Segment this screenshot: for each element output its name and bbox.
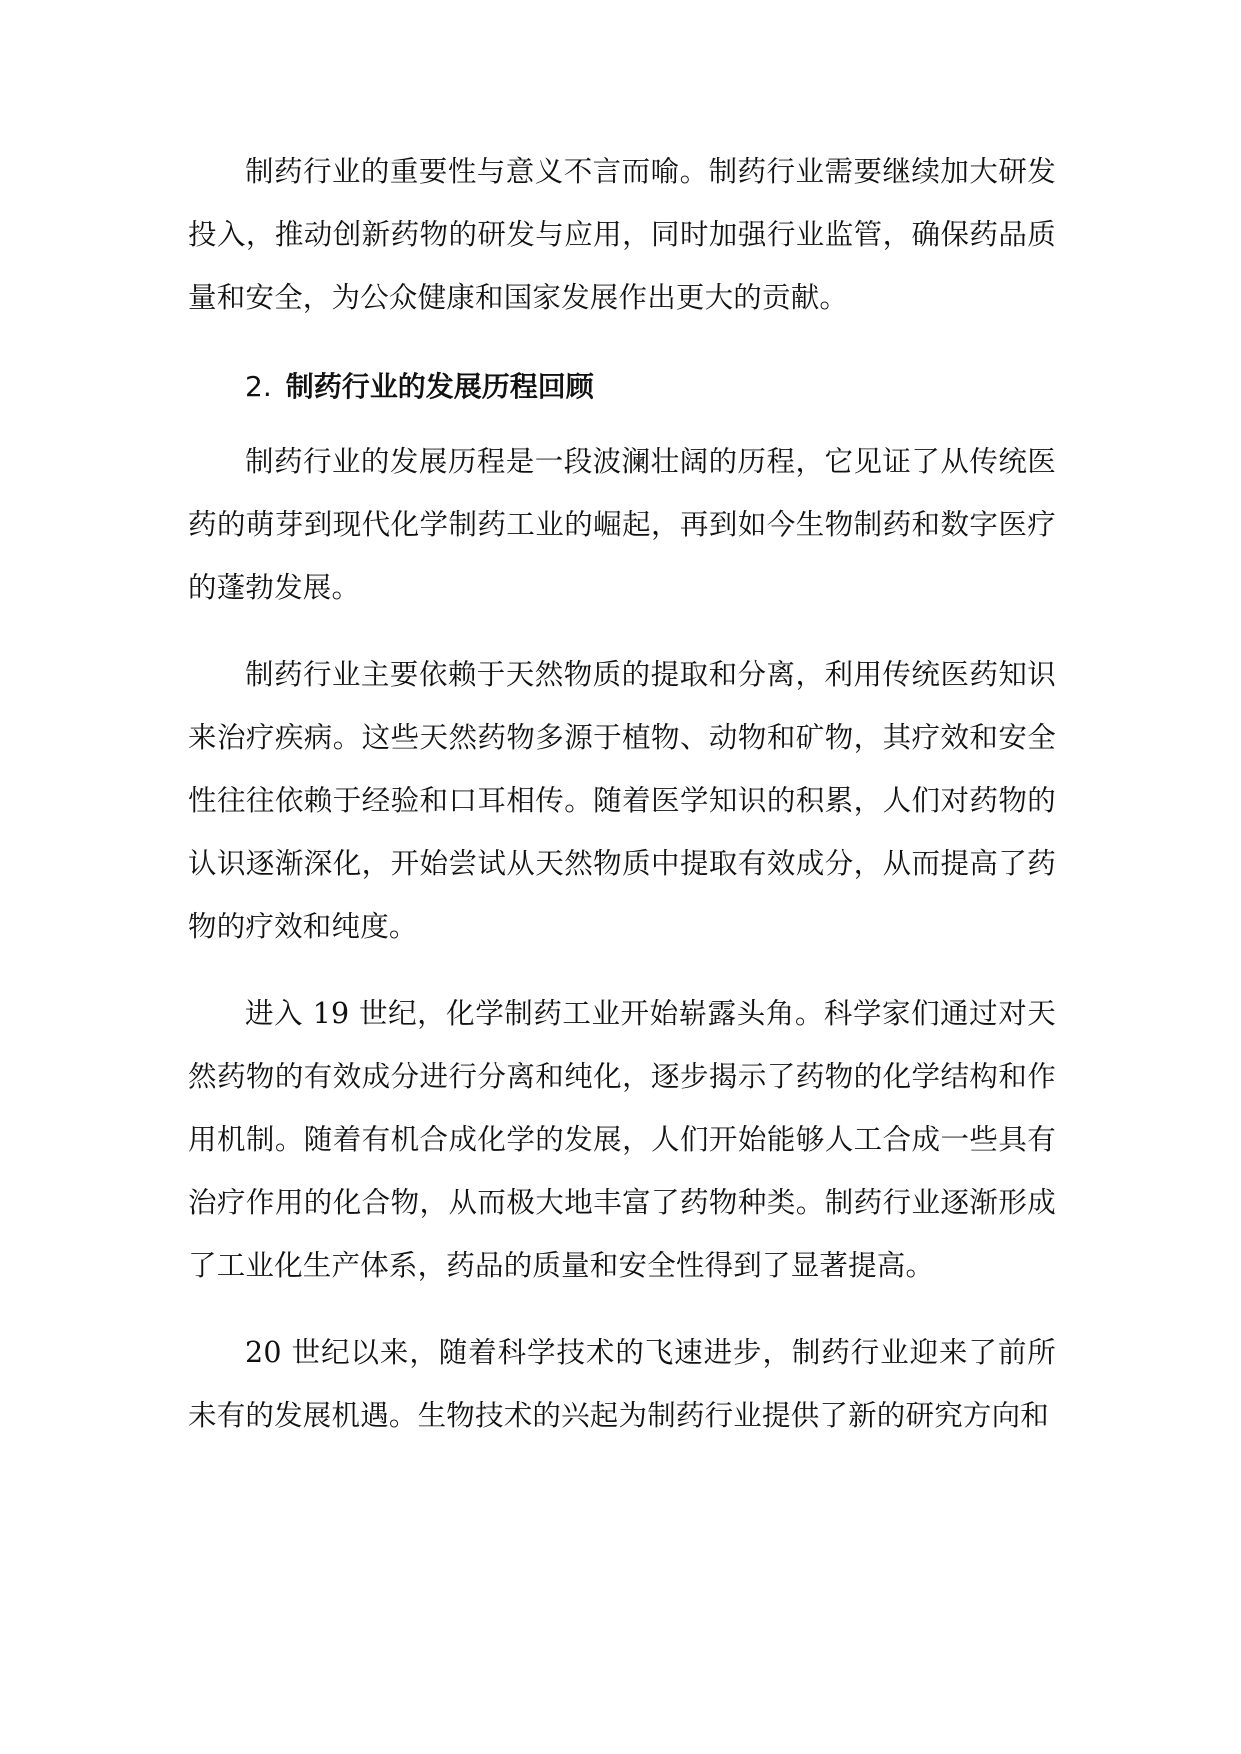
document-body <box>188 140 1056 1471</box>
section-title: 制药行业的发展历程回顾 <box>285 370 594 403</box>
paragraph-19th-century: 进入 19 世纪，化学制药工业开始崭露头角。科学家们通过对天然药物的有效成分进行分离和纯化，逐步揭示了药物的化学结构和作用机制。随着有机合成化学的发展，人们开始能够人工合成一些具有治疗作用的化合物，从而极大地丰富了药物种类。制药行业逐渐形成了工业化生产体系，药品的质量和安全性得到了显著提高。 <box>188 997 1056 1282</box>
section-number: 2. <box>245 370 272 403</box>
paragraph-importance: 制药行业的重要性与意义不言而喻。制药行业需要继续加大研发投入，推动创新药物的研发与应用，同时加强行业监管，确保药品质量和安全，为公众健康和国家发展作出更大的贡献。 <box>188 155 1056 314</box>
section-heading <box>188 355 1056 418</box>
paragraph-20th-century: 20 世纪以来，随着科学技术的飞速进步，制药行业迎来了前所未有的发展机遇。生物技术的兴起为制药行业提供了新的研究方向和 <box>188 1336 1056 1432</box>
paragraph-history-overview: 制药行业的发展历程是一段波澜壮阔的历程，它见证了从传统医药的萌芽到现代化学制药工业的崛起，再到如今生物制药和数字医疗的蓬勃发展。 <box>188 445 1056 604</box>
paragraph-natural-medicine: 制药行业主要依赖于天然物质的提取和分离，利用传统医药知识来治疗疾病。这些天然药物多源于植物、动物和矿物，其疗效和安全性往往依赖于经验和口耳相传。随着医学知识的积累，人们对药物的认识逐渐深化，开始尝试从天然物质中提取有效成分，从而提高了药物的疗效和纯度。 <box>188 658 1056 943</box>
